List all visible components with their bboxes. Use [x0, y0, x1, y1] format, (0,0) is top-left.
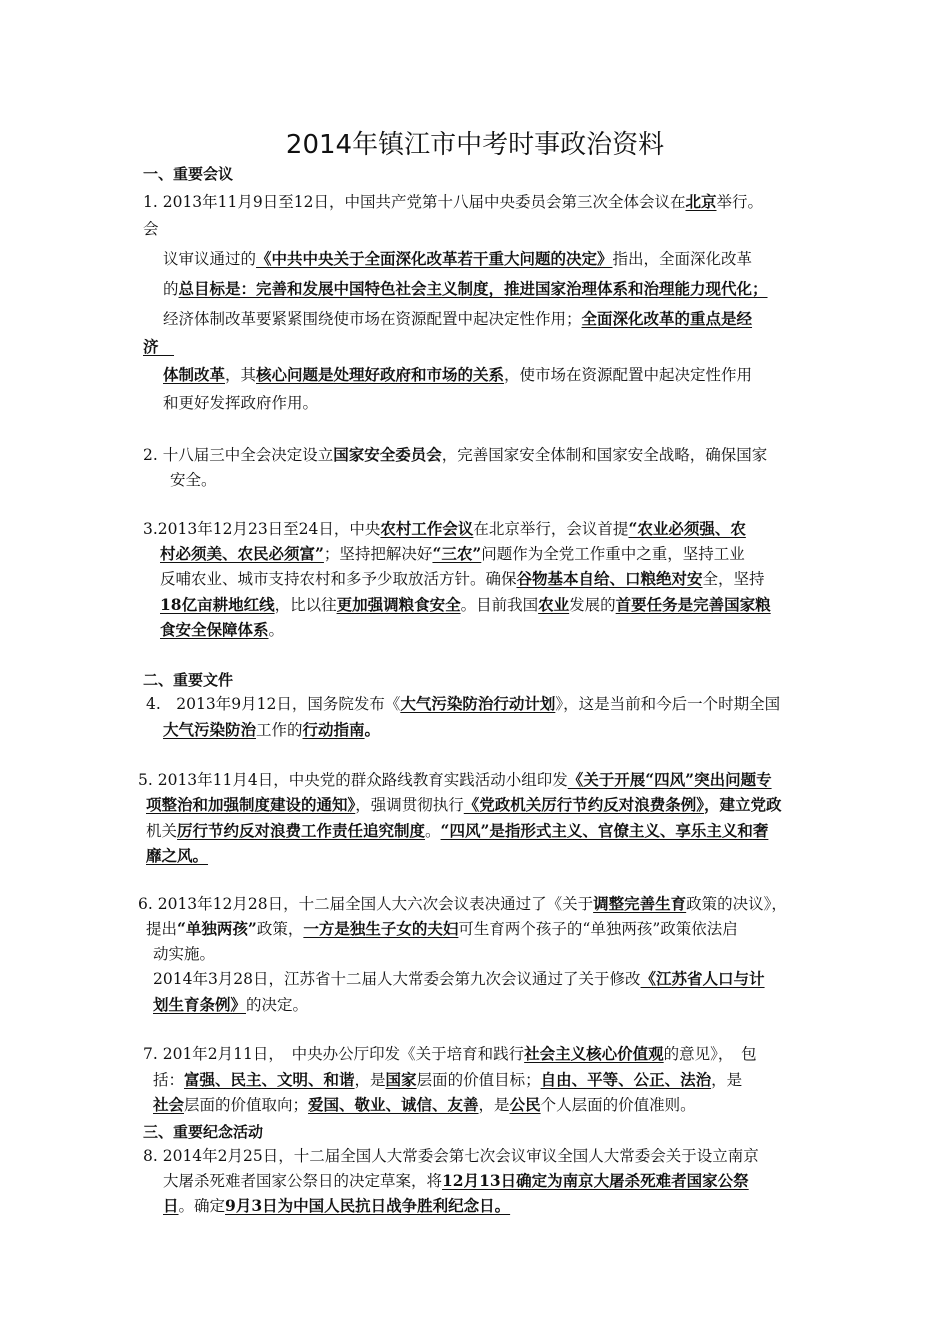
item-3-line-2: 村必须美、农民必须富”；坚持把解决好“三农”问题作为全党工作重中之重，坚持工业: [160, 544, 745, 563]
item-1-line-4: 的总目标是：完善和发展中国特色社会主义制度，推进国家治理体系和治理能力现代化；: [163, 279, 768, 298]
section-heading-documents: 二、重要文件: [143, 671, 234, 689]
item-5-line-1: 5. 2013年11月4日，中央党的群众路线教育实践活动小组印发《关于开展“四风”突出问题专: [138, 770, 772, 789]
item-3-line-1: 3.2013年12月23日至24日，中央农村工作会议在北京举行，会议首提“农业必须强、农: [143, 519, 746, 538]
item-1-line-7: 体制改革，其核心问题是处理好政府和市场的关系，使市场在资源配置中起决定性作用: [163, 365, 753, 384]
document-title: 2014年镇江市中考时事政治资料: [285, 130, 665, 160]
item-2-line-2: 安全。: [170, 471, 217, 489]
item-1-line-1: 1. 2013年11月9日至12日，中国共产党第十八届中央委员会第三次全体会议在北京举行。: [143, 192, 764, 211]
item-1-line-3: 议审议通过的《中共中央关于全面深化改革若干重大问题的决定》指出，全面深化改革: [163, 249, 753, 268]
item-6-line-4: 2014年3月28日，江苏省十二届人大常委会第九次会议通过了关于修改《江苏省人口与计: [153, 969, 765, 988]
item-5-line-4: 靡之风。: [146, 846, 209, 865]
item-6-line-3: 动实施。: [153, 945, 216, 963]
item-6-line-5: 划生育条例》的决定。: [153, 995, 309, 1014]
item-1-line-2: 会: [143, 220, 159, 238]
item-2-line-1: 2. 十八届三中全会决定设立国家安全委员会，完善国家安全体制和国家安全战略，确保国家: [143, 445, 768, 464]
item-6-line-1: 6. 2013年12月28日，十二届全国人大六次会议表决通过了《关于调整完善生育政策的决议》，: [138, 894, 787, 913]
item-7-line-3: 社会层面的价值取向；爱国、敬业、诚信、友善，是公民个人层面的价值准则。: [153, 1095, 696, 1114]
item-3-line-5: 食安全保障体系。: [160, 620, 285, 639]
item-8-line-2: 大屠杀死难者国家公祭日的决定草案，将12月13日确定为南京大屠杀死难者国家公祭: [163, 1171, 749, 1190]
section-heading-commemorations: 三、重要纪念活动: [143, 1123, 264, 1141]
section-heading-meetings: 一、重要会议: [143, 165, 234, 183]
item-3-line-3: 反哺农业、城市支持农村和多予少取放活方针。确保谷物基本自给、口粮绝对安全，坚持: [160, 569, 765, 588]
item-5-line-3: 机关厉行节约反对浪费工作责任追究制度。“四风”是指形式主义、官僚主义、享乐主义和奢: [146, 821, 769, 840]
item-7-line-2: 括：富强、民主、文明、和谐，是国家层面的价值目标；自由、平等、公正、法治，是: [153, 1070, 743, 1089]
item-8-line-3: 日。确定9月3日为中国人民抗日战争胜利纪念日。: [163, 1196, 511, 1215]
item-1-line-8: 和更好发挥政府作用。: [163, 394, 319, 412]
item-4-line-1: 4. 2013年9月12日，国务院发布《大气污染防治行动计划》，这是当前和今后一个时期全国: [146, 694, 781, 713]
item-3-line-4: 18亿亩耕地红线，比以往更加强调粮食安全。目前我国农业发展的首要任务是完善国家粮: [160, 595, 771, 614]
item-4-line-2: 大气污染防治工作的行动指南。: [163, 720, 381, 739]
item-7-line-1: 7. 201年2月11日， 中央办公厅印发《关于培育和践行社会主义核心价值观的意见》， 包: [143, 1044, 757, 1063]
item-1-line-6: 济: [143, 337, 175, 356]
item-8-line-1: 8. 2014年2月25日，十二届全国人大常委会第七次会议审议全国人大常委会关于设立南京: [143, 1147, 759, 1165]
item-5-line-2: 项整治和加强制度建设的通知》，强调贯彻执行《党政机关厉行节约反对浪费条例》，建立党政: [146, 795, 782, 814]
item-6-line-2: 提出“单独两孩”政策，一方是独生子女的夫妇可生育两个孩子的“单独两孩”政策依法启: [146, 919, 738, 938]
item-1-line-5: 经济体制改革要紧紧围绕使市场在资源配置中起决定性作用；全面深化改革的重点是经: [163, 309, 753, 328]
